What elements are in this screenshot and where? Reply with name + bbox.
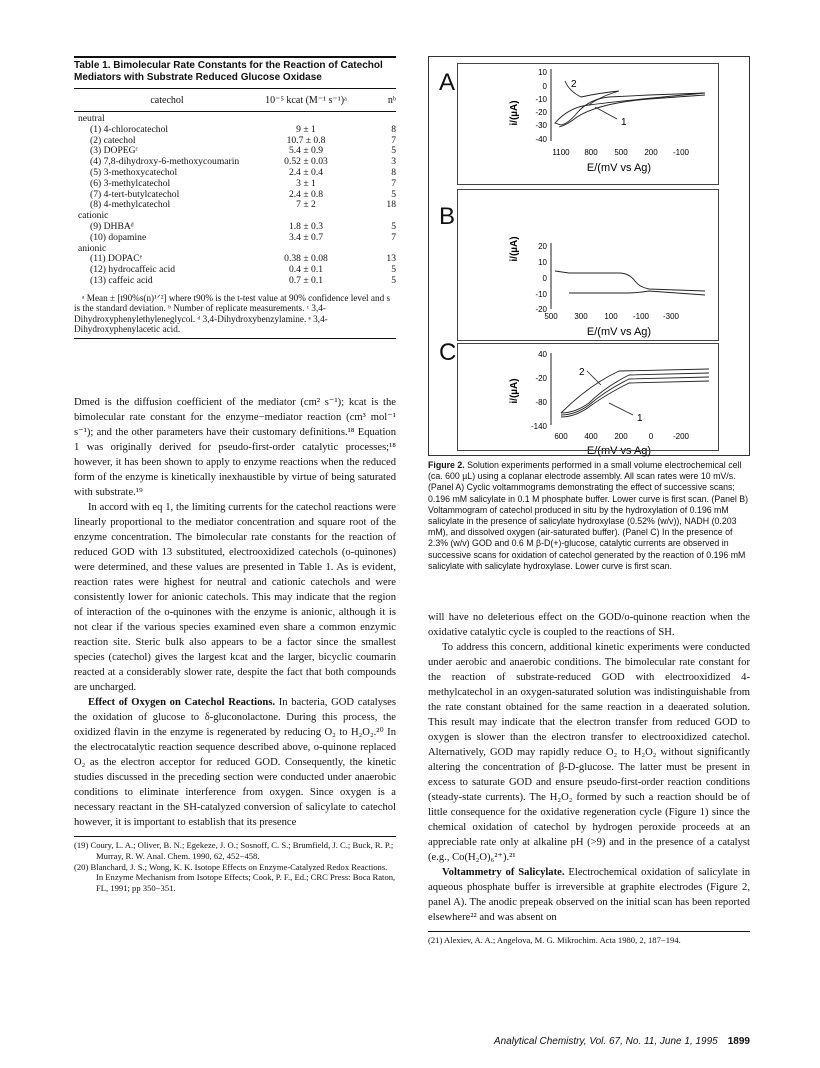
y-axis-label: i/(µA): [509, 100, 520, 126]
y-tick: 10: [538, 258, 547, 267]
x-axis-label: E/(mV vs Ag): [586, 445, 652, 457]
section-heading: Effect of Oxygen on Catechol Reactions.: [88, 697, 276, 709]
x-tick: -100: [632, 312, 650, 321]
references: [428, 931, 750, 946]
reference: (20) Blanchard, J. S.; Wong, K. K. Isotope Effects on Enzyme-Catalyzed Redox Reactions. In Enzyme Mechanism from Isotope Effects; Cook, P. F., Ed.; CRC Press: Boca Raton, FL, 1991; pp 350−351.: [74, 861, 396, 893]
table-row: (6) 3-methylcatechol 3 ± 1 7: [90, 177, 396, 189]
x-tick: 500: [614, 148, 628, 157]
section-heading: Voltammetry of Salicylate.: [442, 867, 565, 879]
y-tick: -140: [530, 422, 547, 431]
left-column: [74, 56, 396, 893]
right-column: [428, 56, 750, 946]
table-row: (5) 3-methoxycatechol 2.4 ± 0.4 8: [90, 166, 396, 178]
figure-caption: Figure 2. Solution experiments performed in a small volume electrochemical cell (ca. 600 µL) using a coplanar electrode assembly. All scan rates were 10 mV/s. (Panel A) Cyclic voltammograms demonstrating the effect of successive scans; 0.196 mM salicylate in 0.1 M phosphate buffer. Lower curve is first scan. (Panel B) Voltammogram of catechol produced in situ by the hydroxylation of 0.196 mM salicylate in the presence of salicylate hydroxylase (0.52% (w/v)), NADH (0.203 mM), and dissolved oxygen (air-saturated buffer). (Panel C) In the presence of 2.3% (w/v) GOD and 0.6 M β-D(+)-glucose, catalytic currents are observed in successive scans for oxidation of catechol generated by the reaction of 0.196 mM salicylate with salicylate hydroxylase. Lower curve is first scan.: [428, 460, 749, 571]
y-tick: -10: [535, 95, 547, 104]
body-paragraph: To address this concern, additional kinetic experiments were conducted under aerobic and anaerobic conditions. The bimolecular rate constant for the reaction of substrate-reduced GOD with electrooxidized 4-methylcatechol in an oxygen-saturated solution was indistinguishable from the rate constant obtained for the same reaction in a deaerated solution. This result may indicate that the electron transfer from reduced GOD to oxygen is slower than the electron transfer to electrooxidized catechol. Alternatively, GOD may rapidly reduce O₂ to H₂O₂ without significantly altering the concentration of β-D-glucose. The latter must be present in excess to saturate GOD and ensure pseudo-first-order reaction conditions (steady-state currents). The H₂O₂ formed by such a reaction should be of little consequence for the oxidative regeneration cycle (Figure 1) since the chemical oxidation of catechol by hydrogen peroxide proceeds at an appreciable rate only at alkaline pH (>9) and in the presence of a catalyst (e.g., Co(H₂O)₆²⁺).²¹: [428, 642, 750, 864]
group-label: anionic: [78, 242, 107, 254]
y-tick: 40: [538, 350, 547, 359]
y-tick: 0: [542, 274, 547, 283]
body-paragraph: Dmed is the diffusion coefficient of the mediator (cm² s⁻¹); kcat is the bimolecular rate constant for the enzyme−mediator reaction (cm³ mol⁻¹ s⁻¹); and the other parameters have their customary definitions.¹⁸ Equation 1 was originally derived for pseudo-first-order catalytic processes;¹⁸ however, it has been shown to apply to enzyme reactions when the reduced form of the enzyme is kinetically inexhaustible by virtue of being saturated with substrate.¹⁹: [74, 397, 396, 499]
x-tick: 500: [544, 312, 558, 321]
y-tick: -30: [535, 121, 547, 130]
body-paragraph: In accord with eq 1, the limiting currents for the catechol reactions were linearly proportional to the mediator concentration and square root of the enzyme concentration. The bimolecular rate constants for the reaction of reduced GOD with 13 substituted, electrooxidized catechols (o-quinones) were determined, and these values are presented in Table 1. As is evident, reaction rates were highest for neutral and cationic catechols and were consistently lower for anionic catechols. This may indicate that the region of interaction of the o-quinones with the enzyme is anionic, although it is not clear if the various species examined even share a common enzymic reaction site. Steric bulk also appears to be a factor since the smallest species (catechol) gives the largest kcat and the larger, bicyclic coumarin reacted at a considerably slower rate, despite the fact that both compounds are uncharged.: [74, 502, 396, 694]
x-tick: 200: [644, 148, 658, 157]
body-paragraph: will have no deleterious effect on the GOD/o-quinone reaction when the oxidative catalytic cycle is coupled to the reactions of SH.: [428, 612, 750, 639]
group-label: cationic: [78, 210, 109, 222]
x-tick: -100: [672, 148, 690, 157]
table-row: (12) hydrocaffeic acid 0.4 ± 0.1 5: [90, 264, 396, 276]
table-header: [74, 88, 396, 112]
panel-frame: [457, 343, 719, 451]
table-row: (11) DOPACᵉ 0.38 ± 0.08 13: [90, 253, 396, 265]
table-row: (9) DHBAᵈ 1.8 ± 0.3 5: [90, 220, 396, 232]
table-body: [74, 114, 396, 287]
y-tick: -20: [535, 374, 547, 383]
x-tick: -300: [662, 312, 680, 321]
y-tick: 0: [542, 82, 547, 91]
y-tick: -20: [535, 305, 547, 314]
panel-frame: [457, 189, 719, 341]
curve-label: 2: [571, 79, 577, 90]
table-row: (1) 4-chlorocatechol 9 ± 1 8: [90, 123, 396, 135]
panel-letter: B: [439, 203, 456, 230]
table-row: (8) 4-methylcatechol 7 ± 2 18: [90, 199, 396, 211]
table-row: (4) 7,8-dihydroxy-6-methoxycoumarin 0.52 ± 0.03 3: [90, 156, 396, 168]
reference: (19) Coury, L. A.; Oliver, B. N.; Egekeze, J. O.; Sosnoff, C. S.; Brumfield, J. C.; Buck, R. P.; Murray, R. W. Anal. Chem. 1990, 62, 452−458.: [74, 840, 394, 861]
table-row: (13) caffeic acid 0.7 ± 0.1 5: [90, 274, 396, 286]
y-axis-label: i/(µA): [509, 236, 520, 262]
figure-2: [428, 56, 750, 456]
panel-letter: C: [439, 339, 457, 366]
table-row: (2) catechol 10.7 ± 0.8 7: [90, 134, 396, 146]
x-tick: 200: [614, 432, 628, 441]
page-footer: [494, 1036, 750, 1047]
table-row: (7) 4-tert-butylcatechol 2.4 ± 0.8 5: [90, 188, 396, 200]
body-paragraph: Effect of Oxygen on Catechol Reactions. In bacteria, GOD catalyses the oxidation of glucose to δ-gluconolactone. During this process, the oxidized flavin in the enzyme is regenerated by reducing O₂ to H₂O₂.²⁰ In the electrocatalytic reaction sequence described above, o-quinone replaced O₂ as the electron acceptor for reduced GOD. Consequently, the kinetic studies discussed in the preceding section were conducted under anaerobic conditions to eliminate interference from oxygen. Since oxygen is a necessary reactant in the SH-catalyzed conversion of salicylate to catechol however, it is important to establish that its presence: [74, 697, 396, 829]
table-row: (10) dopamine 3.4 ± 0.7 7: [90, 231, 396, 243]
table-row: (3) DOPEGᶜ 5.4 ± 0.9 5: [90, 145, 396, 157]
table-title: Table 1. Bimolecular Rate Constants for the Reaction of Catechol Mediators with Substrate Reduced Glucose Oxidase: [74, 56, 396, 84]
curve-label: 2: [579, 367, 585, 378]
y-axis-label: i/(µA): [509, 378, 520, 404]
journal-citation: Analytical Chemistry, Vol. 67, No. 11, June 1, 1995: [493, 1036, 718, 1047]
x-tick: 300: [574, 312, 588, 321]
x-tick: 0: [648, 432, 654, 441]
panel-letter: A: [439, 69, 456, 96]
y-tick: -20: [535, 108, 547, 117]
curve-label: 1: [637, 413, 643, 424]
y-tick: -40: [535, 135, 547, 144]
x-tick: 600: [554, 432, 568, 441]
y-tick: 10: [538, 68, 547, 77]
x-tick: 1100: [552, 148, 570, 157]
y-tick: -80: [535, 398, 547, 407]
header-n: nᵇ: [387, 95, 396, 106]
x-tick: -200: [672, 432, 690, 441]
x-tick: 100: [604, 312, 618, 321]
references: [74, 836, 396, 893]
curve-label: 1: [621, 117, 627, 128]
header-catechol: catechol: [150, 95, 184, 106]
x-tick: 800: [584, 148, 598, 157]
reference: (21) Alexiev, A. A.; Angelova, M. G. Mikrochim. Acta 1980, 2, 187−194.: [428, 935, 681, 946]
x-axis-label: E/(mV vs Ag): [586, 162, 652, 174]
x-tick: 400: [584, 432, 598, 441]
y-tick: 20: [538, 242, 547, 251]
table-footnote: ᵃ Mean ± [t90%s(n)¹ᐟ²] where t90% is the t-test value at 90% confidence level and s is the standard deviation. ᵇ Number of replicate measurements. ᶜ 3,4-Dihydroxyphenylethyleneglycol. ᵈ 3,4-Dihydroxybenzylamine. ᵉ 3,4-Dihydroxyphenylacetic acid.: [74, 293, 396, 340]
page-number: 1899: [727, 1036, 750, 1047]
group-label: neutral: [78, 113, 105, 124]
body-paragraph: Voltammetry of Salicylate. Electrochemical oxidation of salicylate in aqueous phosphate buffer is irreversible at graphite electrodes (Figure 2, panel A). The anodic prepeak observed on the initial scan has been reported elsewhere²² and was absent on: [428, 867, 750, 924]
header-kcat: 10⁻⁵ kcat (M⁻¹ s⁻¹)ᵃ: [265, 95, 347, 106]
x-axis-label: E/(mV vs Ag): [586, 326, 652, 338]
y-tick: -10: [535, 290, 547, 299]
panel-frame: [457, 63, 719, 185]
